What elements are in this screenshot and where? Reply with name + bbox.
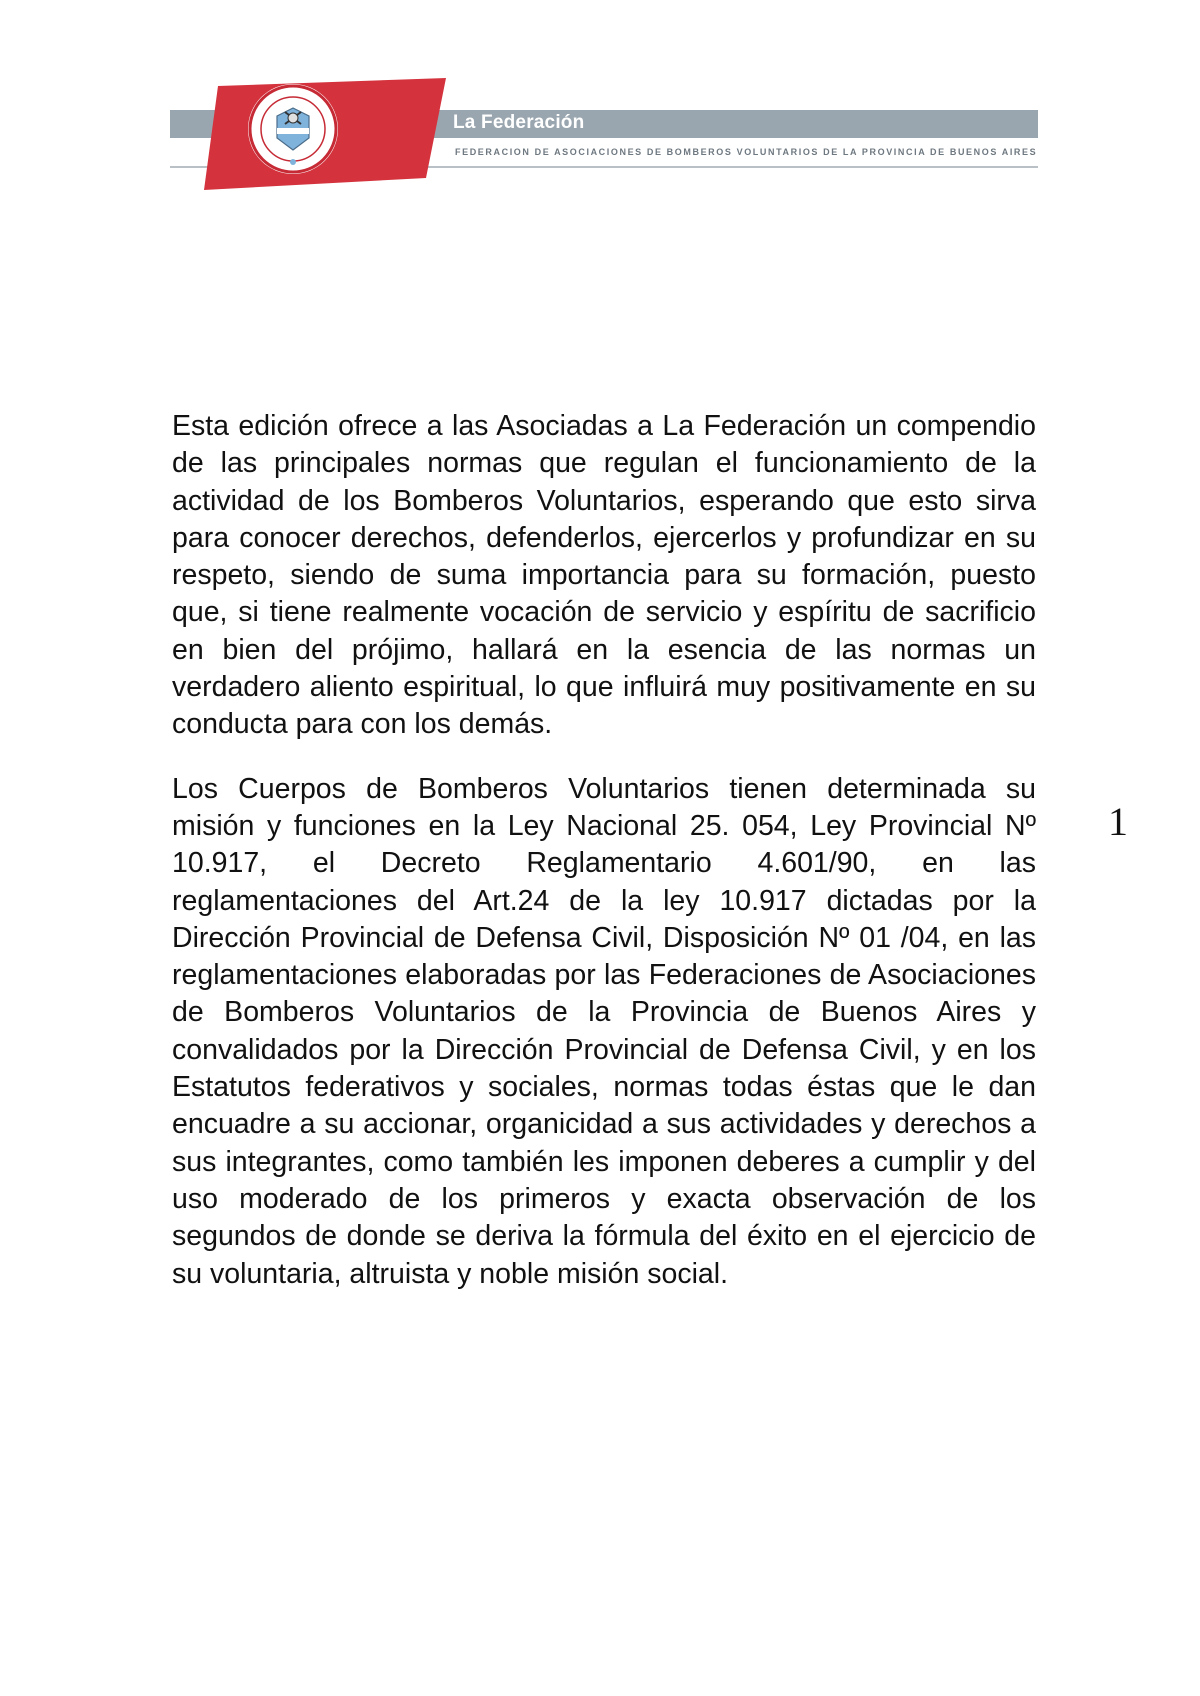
header-title: La Federación — [453, 112, 585, 133]
federation-seal-icon — [246, 82, 340, 176]
page-number: 1 — [1108, 799, 1128, 844]
document-body — [172, 408, 1036, 1320]
page-header — [170, 78, 1040, 190]
paragraph: Esta edición ofrece a las Asociadas a La Federación un compendio de las principales normas que regulan el funcionamiento de la actividad de los Bomberos Voluntarios, esperando que esto sirva para conocer derechos, defenderlos, ejercerlos y profundizar en su respeto, siendo de suma importancia para su formación, puesto que, si tiene realmente vocación de servicio y espíritu de sacrificio en bien del prójimo, hallará en la esencia de las normas un verdadero aliento espiritual, lo que influirá muy positivamente en su conducta para con los demás. — [172, 410, 1036, 741]
paragraph: Los Cuerpos de Bomberos Voluntarios tienen determinada su misión y funciones en la Ley Nacional 25. 054, Ley Provincial Nº 10.917, el Decreto Reglamentario 4.601/90, en las reglamentaciones del Art.24 de la ley 10.917 dictadas por la Dirección Provincial de Defensa Civil, Disposición Nº 01 /04, en las reglamentaciones elaboradas por las Federaciones de Asociaciones de Bomberos Voluntarios de la Provincia de Buenos Aires y convalidados por la Dirección Provincial de Defensa Civil, y en los Estatutos federativos y sociales, normas todas éstas que le dan encuadre a su accionar, organicidad a sus actividades y derechos a sus integrantes, como también les imponen deberes a cumplir y del uso moderado de los primeros y exacta observación de los segundos de donde se deriva la fórmula del éxito en el ejercicio de su voluntaria, altruista y noble misión social. — [172, 772, 1036, 1290]
header-subtitle: FEDERACION DE ASOCIACIONES DE BOMBEROS VOLUNTARIOS DE LA PROVINCIA DE BUENOS AIRES — [455, 147, 1038, 157]
